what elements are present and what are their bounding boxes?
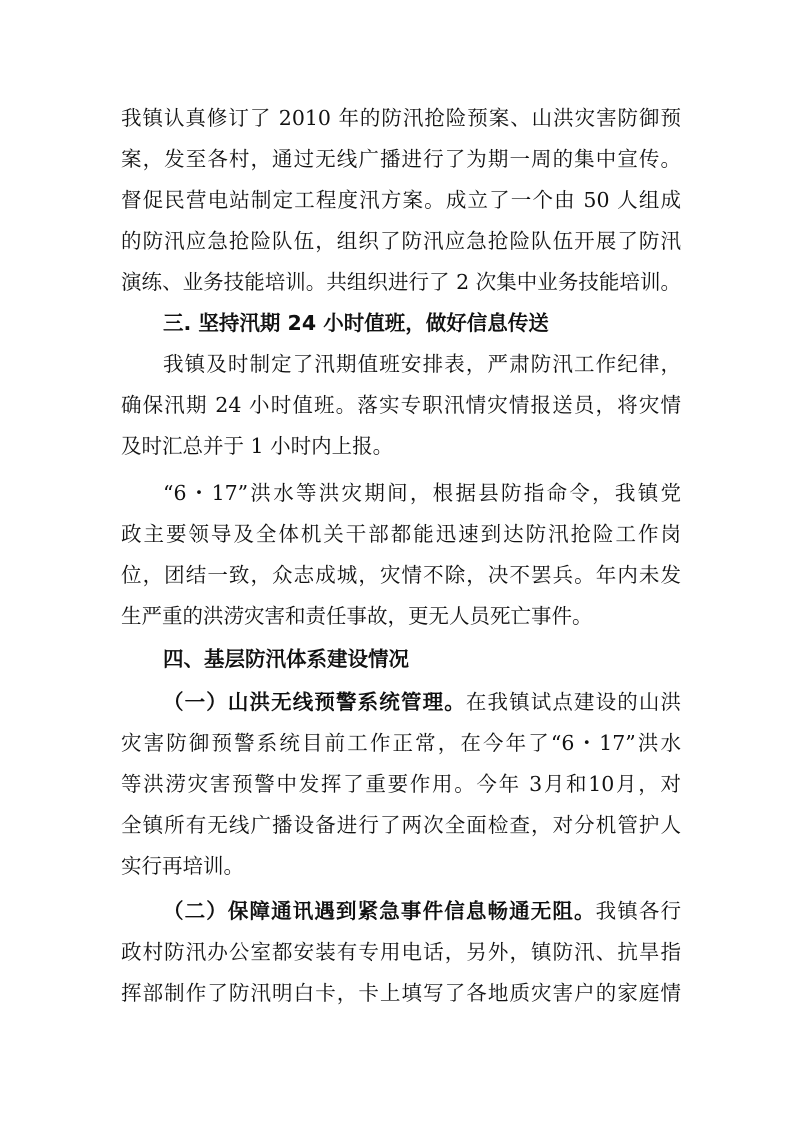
- paragraph-line: 及时汇总并于 1 小时内上报。: [121, 434, 394, 458]
- paragraph-line: 生严重的洪涝灾害和责任事故，更无人员死亡事件。: [121, 604, 593, 628]
- paragraph-line: 全镇所有无线广播设备进行了两次全面检查，对分机管护人: [121, 813, 681, 837]
- paragraph-line: 我镇及时制定了汛期值班安排表，严肃防汛工作纪律，: [163, 352, 681, 376]
- paragraph-line: “6・17”洪水等洪灾期间，根据县防指命令，我镇党: [163, 481, 681, 505]
- section-heading-4: 四、基层防汛体系建设情况: [163, 647, 409, 671]
- lead-continuation: 在我镇试点建设的山洪: [465, 690, 681, 714]
- paragraph-line: 的防汛应急抢险队伍，组织了防汛应急抢险队伍开展了防汛: [121, 229, 681, 253]
- paragraph-line: 位，团结一致，众志成城，灾情不除，决不罢兵。年内未发: [121, 563, 681, 587]
- bold-lead-2: （二）保障通讯遇到紧急事件信息畅通无阻。: [163, 899, 596, 923]
- paragraph-line: 政主要领导及全体机关干部都能迅速到达防汛抢险工作岗: [121, 522, 681, 546]
- paragraph-line-with-lead: [163, 891, 681, 931]
- bold-lead-1: （一）山洪无线预警系统管理。: [163, 690, 466, 714]
- section-heading-3: 三. 坚持汛期 24 小时值班，做好信息传送: [163, 311, 549, 335]
- paragraph-line: 实行再培训。: [121, 854, 244, 878]
- paragraph-line: 挥部制作了防汛明白卡，卡上填写了各地质灾害户的家庭情: [121, 981, 681, 1005]
- paragraph-line: 政村防汛办公室都安装有专用电话，另外，镇防汛、抗旱指: [121, 940, 681, 964]
- paragraph-line-with-lead: [163, 682, 681, 722]
- paragraph-line: 等洪涝灾害预警中发挥了重要作用。今年 3月和10月，对: [121, 772, 681, 796]
- paragraph-line: 案，发至各村，通过无线广播进行了为期一周的集中宣传。: [121, 147, 681, 171]
- paragraph-line: 灾害防御预警系统目前工作正常，在今年了“6・17”洪水: [121, 731, 681, 755]
- paragraph-line: 督促民营电站制定工程度汛方案。成立了一个由 50 人组成: [121, 188, 681, 212]
- paragraph-line: 我镇认真修订了 2010 年的防汛抢险预案、山洪灾害防御预: [121, 106, 681, 130]
- lead-continuation: 我镇各行: [595, 899, 681, 923]
- paragraph-line: 演练、业务技能培训。共组织进行了 2 次集中业务技能培训。: [121, 270, 681, 294]
- paragraph-line: 确保汛期 24 小时值班。落实专职汛情灾情报送员，将灾情: [121, 393, 681, 417]
